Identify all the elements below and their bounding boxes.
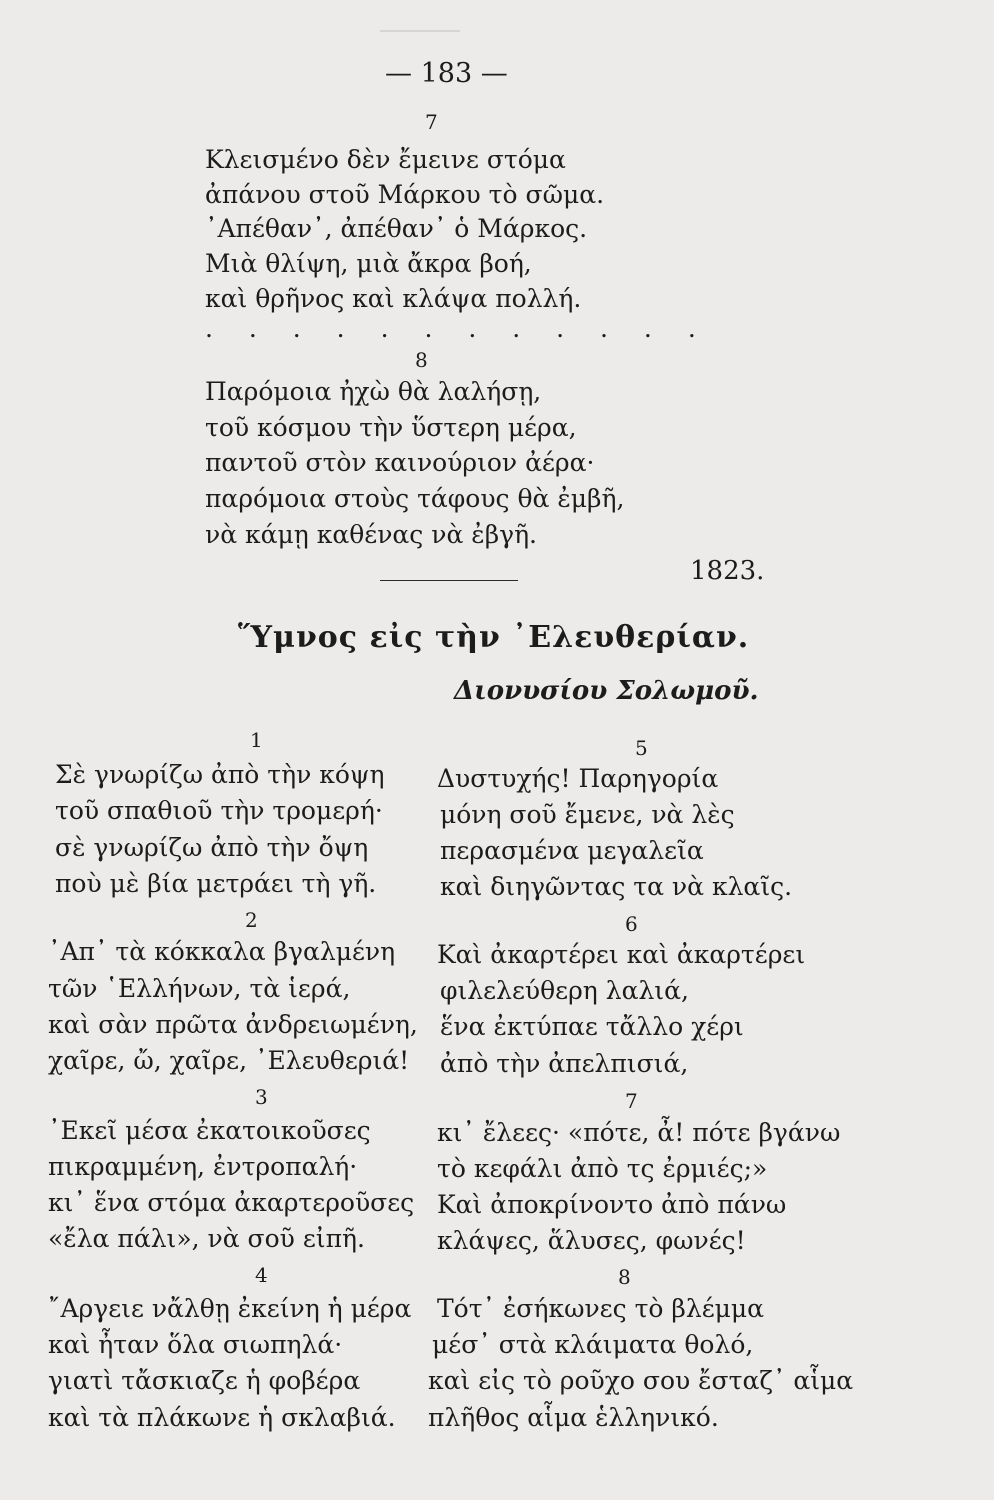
stanza-number: 4 (255, 1263, 268, 1287)
verse-line: καὶ τὰ πλάκωνε ἡ σκλαβιά. (48, 1403, 396, 1432)
verse-line: πλῆθος αἷμα ἑλληνικό. (428, 1403, 719, 1432)
year: 1823. (690, 556, 765, 586)
verse-line: φιλελεύθερη λαλιά, (440, 976, 689, 1005)
verse-line: Τότ᾿ ἐσήκωνες τὸ βλέμμα (437, 1294, 765, 1323)
verse-line: τοῦ κόσμου τὴν ὕστερη μέρα, (205, 413, 577, 442)
verse-line: Καὶ ἀποκρίνοντο ἀπὸ πάνω (437, 1190, 787, 1219)
stanza-number: 8 (415, 348, 428, 372)
verse-line: κι᾿ ἕνα στόμα ἀκαρτεροῦσες (48, 1188, 415, 1217)
verse-line: ῎Αργειε νἄλθῃ ἐκείνη ἡ μέρα (48, 1294, 412, 1323)
verse-line: ᾿Απέθαν᾿, ἀπέθαν᾿ ὁ Μάρκος. (205, 214, 588, 243)
verse-line: ᾿Απ᾿ τὰ κόκκαλα βγαλμένη (48, 937, 396, 966)
stanza-number: 8 (618, 1265, 631, 1289)
verse-line: Καὶ ἀκαρτέρει καὶ ἀκαρτέρει (437, 940, 806, 969)
verse-line: καὶ εἰς τὸ ροῦχο σου ἔσταζ᾿ αἷμα (428, 1366, 854, 1395)
stanza-number: 7 (625, 1089, 638, 1113)
verse-line: νὰ κάμῃ καθένας νὰ ἐβγῆ. (205, 520, 538, 549)
verse-line: Δυστυχής! Παρηγορία (437, 764, 719, 793)
verse-line: μέσ᾿ στὰ κλάιματα θολό, (432, 1330, 754, 1359)
verse-line: κλάψες, ἅλυσες, φωνές! (437, 1226, 746, 1255)
verse-line: ἀπάνου στοῦ Μάρκου τὸ σῶμα. (205, 180, 605, 209)
verse-line: Κλεισμένο δὲν ἔμεινε στόμα (205, 145, 566, 174)
verse-line: περασμένα μεγαλεῖα (440, 836, 704, 865)
verse-line: Παρόμοια ἠχὼ θὰ λαλήσῃ, (205, 377, 542, 406)
verse-line: «ἔλα πάλι», νὰ σοῦ εἰπῆ. (48, 1224, 365, 1253)
verse-line: παντοῦ στὸν καινούριον ἀέρα· (205, 448, 595, 477)
verse-line: παρόμοια στοὺς τάφους θὰ ἐμβῆ, (205, 484, 625, 513)
verse-line: καὶ διηγῶντας τα νὰ κλαῖς. (440, 872, 793, 901)
divider-rule (380, 580, 518, 581)
stanza-number: 6 (625, 912, 638, 936)
verse-line: σὲ γνωρίζω ἀπὸ τὴν ὄψη (55, 833, 369, 862)
verse-line: τὸ κεφάλι ἀπὸ τς ἐρμιές;» (437, 1154, 768, 1183)
stanza-number: 5 (635, 736, 648, 760)
verse-line: ᾿Εκεῖ μέσα ἐκατοικοῦσες (48, 1116, 371, 1145)
verse-line: χαῖρε, ὤ, χαῖρε, ᾿Ελευθεριά! (48, 1046, 410, 1075)
verse-line: Μιὰ θλίψη, μιὰ ἄκρα βοή, (205, 249, 532, 278)
page-number: — 183 — (385, 58, 508, 89)
verse-line: καὶ ἦταν ὅλα σιωπηλά· (48, 1330, 343, 1359)
poem-author: Διονυσίου Σολωμοῦ. (454, 676, 759, 706)
verse-line: μόνη σοῦ ἔμενε, νὰ λὲς (440, 800, 735, 829)
verse-line: ἀπὸ τὴν ἀπελπισιά, (440, 1049, 689, 1078)
verse-line: καὶ θρῆνος καὶ κλάψα πολλή. (205, 284, 582, 313)
verse-line: κι᾿ ἔλεες· «πότε, ἆ! πότε βγάνω (437, 1118, 841, 1147)
verse-line: Σὲ γνωρίζω ἀπὸ τὴν κόψη (55, 760, 385, 789)
verse-line: πικραμμένη, ἐντροπαλή· (48, 1152, 358, 1181)
verse-line: τοῦ σπαθιοῦ τὴν τρομερή· (55, 796, 383, 825)
ellipsis-row: . . . . . . . . . . . . (205, 314, 710, 343)
stanza-number: 1 (250, 728, 263, 752)
verse-line: τῶν ῾Ελλήνων, τὰ ἱερά, (48, 974, 351, 1003)
verse-line: γιατὶ τἄσκιαζε ἡ φοβέρα (48, 1366, 361, 1395)
stanza-number: 2 (245, 908, 258, 932)
poem-title: Ὕμνος εἰς τὴν ᾿Ελευθερίαν. (238, 620, 750, 655)
verse-line: ἕνα ἐκτύπαε τἄλλο χέρι (440, 1012, 744, 1041)
verse-line: καὶ σὰν πρῶτα ἀνδρειωμένη, (48, 1010, 418, 1039)
stanza-number: 3 (255, 1085, 268, 1109)
verse-line: ποὺ μὲ βία μετράει τὴ γῆ. (55, 869, 377, 898)
stanza-number: 7 (425, 110, 438, 134)
faint-bleed-mark (380, 30, 460, 32)
